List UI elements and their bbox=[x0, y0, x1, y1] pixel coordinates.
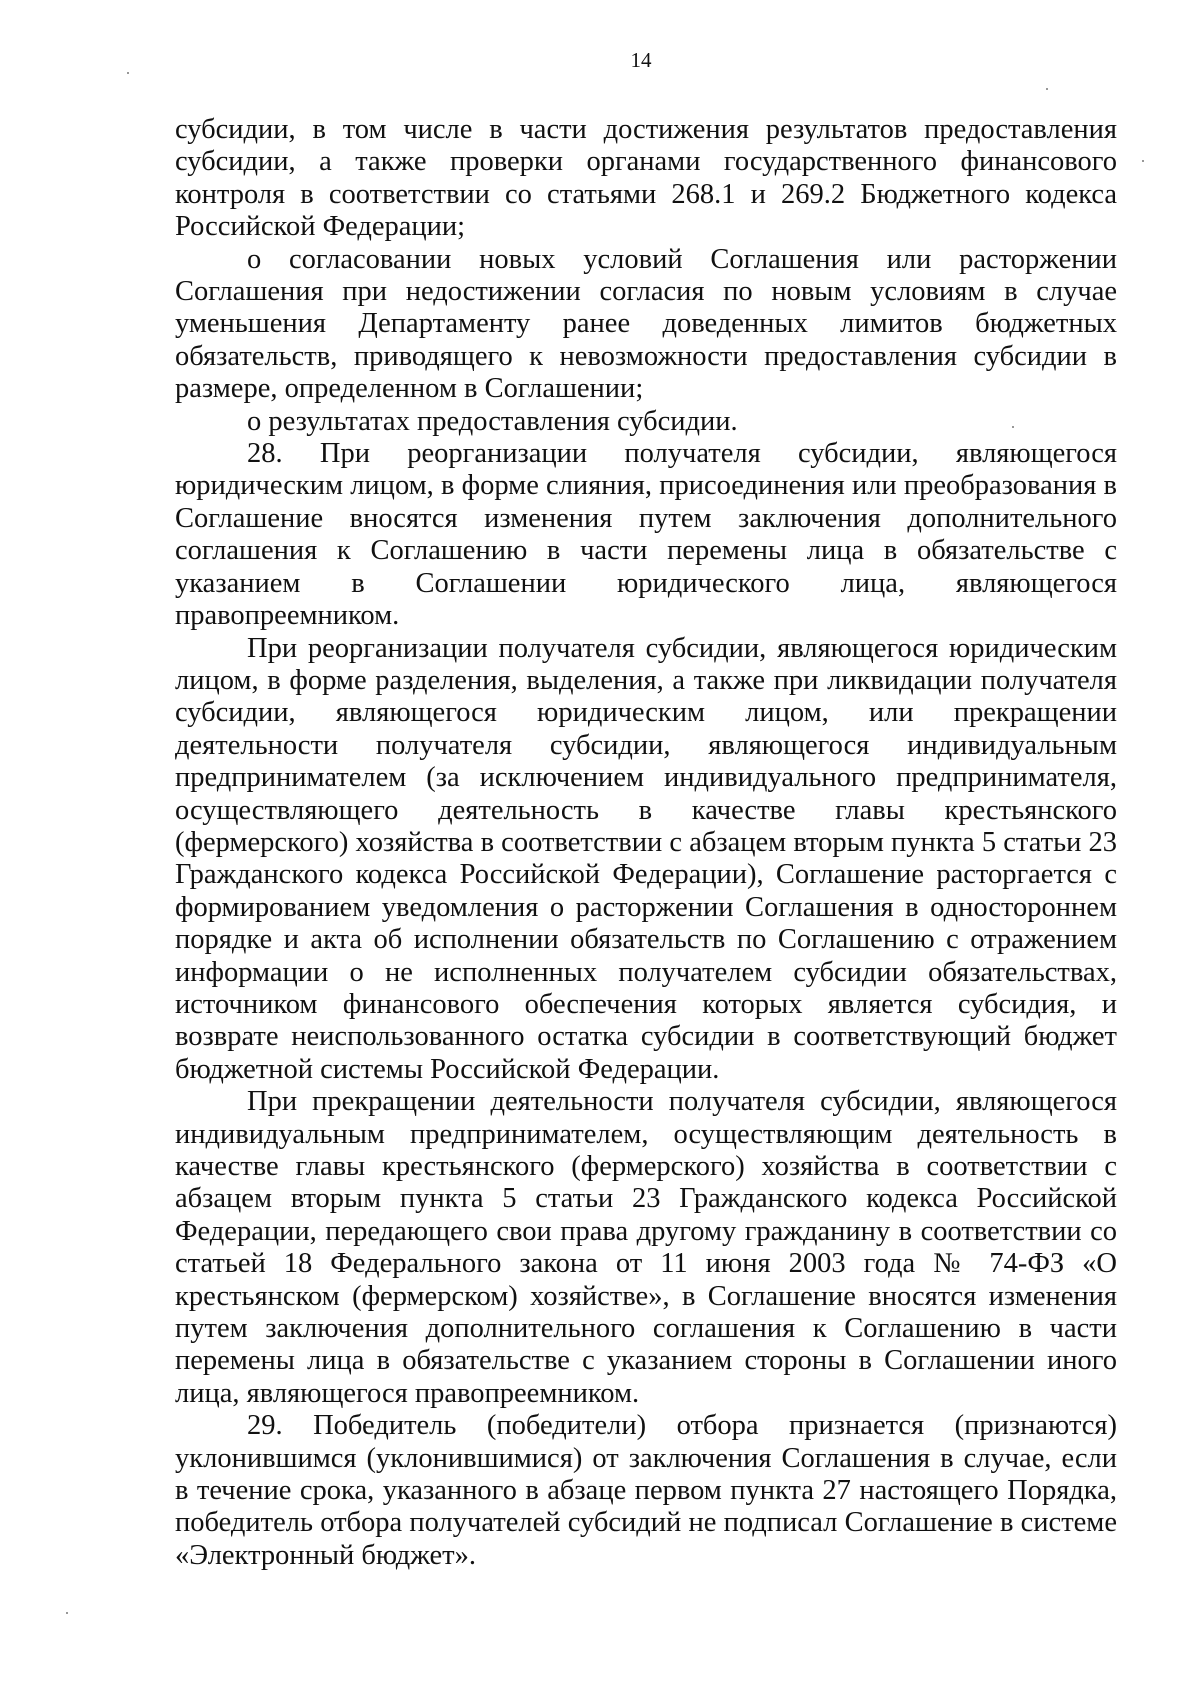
paragraph-agreement-conditions: о согласовании новых условий Соглашения или расторжении Соглашения при недостижении согласия по новым условиям в случае уменьшения Департаменту ранее доведенных лимитов бюджетных обязательств, приводящего к невозможности предоставления субсидии в размере, определенном в Соглашении; bbox=[175, 243, 1117, 405]
paragraph-reorganization: При реорганизации получателя субсидии, являющегося юридическим лицом, в форме разделения, выделения, а также при ликвидации получателя субсидии, являющегося юридическим лицом, или прекращении деятельности получателя субсидии, являющегося индивидуальным предпринимателем (за исключением индивидуального предпринимателя, осуществляющего деятельность в качестве главы крестьянского (фермерского) хозяйства в соответствии с абзацем вторым пункта 5 статьи 23 Гражданского кодекса Российской Федерации), Соглашение расторгается с формированием уведомления о расторжении Соглашения в одностороннем порядке и акта об исполнении обязательств по Соглашению с отражением информации о не исполненных получателем субсидии обязательствах, источником финансового обеспечения которых является субсидия, и возврате неиспользованного остатка субсидии в соответствующий бюджет бюджетной системы Российской Федерации. bbox=[175, 632, 1117, 1085]
scan-speck bbox=[1046, 88, 1048, 90]
paragraph-item-28: 28. При реорганизации получателя субсидии, являющегося юридическим лицом, в форме слияния, присоединения или преобразования в Соглашение вносятся изменения путем заключения дополнительного соглашения к Соглашению в части перемены лица в обязательстве с указанием в Соглашении юридического лица, являющегося правопреемником. bbox=[175, 438, 1117, 632]
paragraph-results: о результатах предоставления субсидии. bbox=[247, 405, 738, 437]
document-body bbox=[175, 114, 1117, 1572]
paragraph-item-29: 29. Победитель (победители) отбора признается (признаются) уклонившимся (уклонившимися) от заключения Соглашения в случае, если в течение срока, указанного в абзаце первом пункта 27 настоящего Порядка, победитель отбора получателей субсидий не подписал Соглашение в системе «Электронный бюджет». bbox=[175, 1410, 1117, 1571]
scan-speck bbox=[1142, 160, 1144, 162]
scan-speck bbox=[127, 72, 129, 74]
paragraph-continuation: субсидии, в том числе в части достижения результатов предоставления субсидии, а также проверки органами государственного финансового контроля в соответствии со статьями 268.1 и 269.2 Бюджетного кодекса Российской Федерации; bbox=[175, 114, 1117, 243]
scan-speck bbox=[1012, 426, 1014, 428]
scan-speck bbox=[66, 1612, 68, 1614]
paragraph-termination: При прекращении деятельности получателя субсидии, являющегося индивидуальным предпринимателем, осуществляющим деятельность в качестве главы крестьянского (фермерского) хозяйства в соответствии с абзацем вторым пункта 5 статьи 23 Гражданского кодекса Российской Федерации, передающего свои права другому гражданину в соответствии со статьей 18 Федерального закона от 11 июня 2003 года № 74-ФЗ «О крестьянском (фермерском) хозяйстве», в Соглашение вносятся изменения путем заключения дополнительного соглашения к Соглашению в части перемены лица в обязательстве с указанием стороны в Соглашении иного лица, являющегося правопреемником. bbox=[175, 1086, 1117, 1409]
page-number: 14 bbox=[630, 48, 652, 72]
